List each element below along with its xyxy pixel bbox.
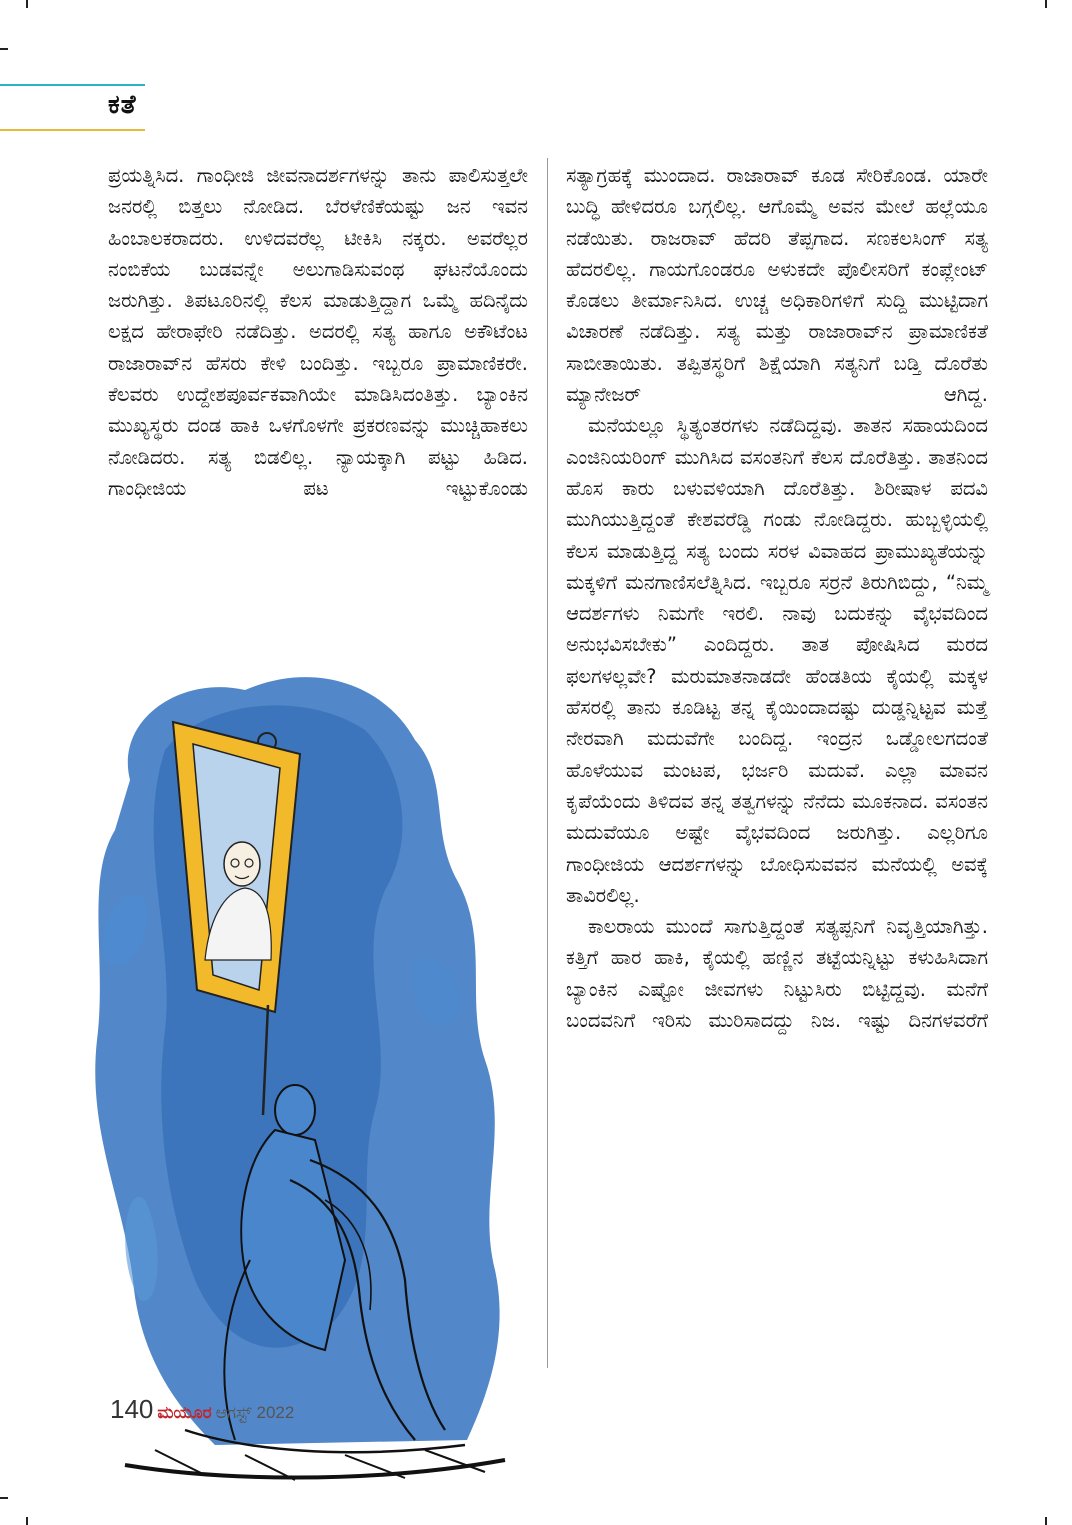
crop-mark-top-left (26, 0, 28, 8)
crop-mark-left-lower (0, 1497, 8, 1499)
left-column (108, 160, 528, 504)
column-divider (547, 158, 548, 1368)
right-paragraph-2: ಮನೆಯಲ್ಲೂ ಸ್ಥಿತ್ಯಂತರಗಳು ನಡೆದಿದ್ದವು. ತಾತನ ಸಹಾಯದಿಂದ ಎಂಜಿನಿಯರಿಂಗ್ ಮುಗಿಸಿದ ವಸಂತನಿಗೆ ಕೆಲಸ ದೊರೆತಿತ್ತು. ತಾತನಿಂದ ಹೊಸ ಕಾರು ಬಳುವಳಿಯಾಗಿ ದೊರೆತಿತ್ತು. ಶಿರೀಷಾಳ ಪದವಿ ಮುಗಿಯುತ್ತಿದ್ದಂತೆ ಕೇಶವರೆಡ್ಡಿ ಗಂಡು ನೋಡಿದ್ದರು. ಹುಬ್ಬಳ್ಳಿಯಲ್ಲಿ ಕೆಲಸ ಮಾಡುತ್ತಿದ್ದ ಸತ್ಯ ಬಂದು ಸರಳ ವಿವಾಹದ ಪ್ರಾಮುಖ್ಯತೆಯನ್ನು ಮಕ್ಕಳಿಗೆ ಮನಗಾಣಿಸಲೆತ್ನಿಸಿದ. ಇಬ್ಬರೂ ಸರ‍್ರನೆ ತಿರುಗಿಬಿದ್ದು, “ನಿಮ್ಮ ಆದರ್ಶಗಳು ನಿಮಗೇ ಇರಲಿ. ನಾವು ಬದುಕನ್ನು ವೈಭವದಿಂದ ಅನುಭವಿಸಬೇಕು” ಎಂದಿದ್ದರು. ತಾತ ಪೋಷಿಸಿದ ಮರದ ಫಲಗಳಲ್ಲವೇ? ಮರುಮಾತನಾಡದೇ ಹೆಂಡತಿಯ ಕೈಯಲ್ಲಿ ಮಕ್ಕಳ ಹೆಸರಲ್ಲಿ ತಾನು ಕೂಡಿಟ್ಟ ತನ್ನ ಕೈಯಿಂದಾದಷ್ಟು ದುಡ್ಡನ್ನಿಟ್ಟವ ಮತ್ತೆ ನೇರವಾಗಿ ಮದುವೆಗೇ ಬಂದಿದ್ದ. ಇಂದ್ರನ ಒಡ್ಡೋಲಗದಂತೆ ಹೊಳೆಯುವ ಮಂಟಪ, ಭರ್ಜರಿ ಮದುವೆ. ಎಲ್ಲಾ ಮಾವನ ಕೃಪೆಯೆಂದು ತಿಳಿದವ ತನ್ನ ತತ್ವಗಳನ್ನು ನೆನೆದು ಮೂಕನಾದ. ವಸಂತನ ಮದುವೆಯೂ ಅಷ್ಟೇ ವೈಭವದಿಂದ ಜರುಗಿತ್ತು. ಎಲ್ಲರಿಗೂ ಗಾಂಧೀಜಿಯ ಆದರ್ಶಗಳನ್ನು ಬೋಧಿಸುವವನ ಮನೆಯಲ್ಲಿ ಅವಕ್ಕೆ ತಾವಿರಲಿಲ್ಲ. (566, 414, 988, 907)
crop-mark-left-upper (0, 48, 8, 50)
crop-mark-bottom-left (26, 1517, 28, 1525)
crop-mark-bottom-right (1045, 1517, 1047, 1525)
section-label: ಕತೆ (108, 90, 137, 120)
section-rule-top (0, 84, 145, 86)
magazine-name: ಮಯೂರ (157, 1403, 212, 1422)
page-footer (110, 1394, 294, 1425)
issue-date: ಆಗಸ್ಟ್ 2022 (215, 1403, 295, 1422)
story-illustration (85, 660, 530, 1490)
right-column (566, 160, 988, 1036)
right-paragraph-3: ಕಾಲರಾಯ ಮುಂದೆ ಸಾಗುತ್ತಿದ್ದಂತೆ ಸತ್ಯಪ್ಪನಿಗೆ ನಿವೃತ್ತಿಯಾಗಿತ್ತು. ಕತ್ತಿಗೆ ಹಾರ ಹಾಕಿ, ಕೈಯಲ್ಲಿ ಹಣ್ಣಿನ ತಟ್ಟೆಯನ್ನಿಟ್ಟು ಕಳುಹಿಸಿದಾಗ ಬ್ಯಾಂಕಿನ ಎಷ್ಟೋ ಜೀವಗಳು ನಿಟ್ಟುಸಿರು ಬಿಟ್ಟಿದ್ದವು. ಮನೆಗೆ ಬಂದವನಿಗೆ ಇರಿಸು ಮುರಿಸಾದದ್ದು ನಿಜ. ಇಷ್ಟು ದಿನಗಳವರೆಗೆ (566, 915, 988, 1033)
section-rule-bottom (0, 129, 145, 131)
page-number: 140 (110, 1394, 154, 1424)
left-paragraph: ಪ್ರಯತ್ನಿಸಿದ. ಗಾಂಧೀಜಿ ಜೀವನಾದರ್ಶಗಳನ್ನು ತಾನು ಪಾಲಿಸುತ್ತಲೇ ಜನರಲ್ಲಿ ಬಿತ್ತಲು ನೋಡಿದ. ಬೆರಳೆಣಿಕೆಯಷ್ಟು ಜನ ಇವನ ಹಿಂಬಾಲಕರಾದರು. ಉಳಿದವರೆಲ್ಲ ಟೀಕಿಸಿ ನಕ್ಕರು. ಅವರೆಲ್ಲರ ನಂಬಿಕೆಯ ಬುಡವನ್ನೇ ಅಲುಗಾಡಿಸುವಂಥ ಘಟನೆಯೊಂದು ಜರುಗಿತ್ತು. ತಿಪಟೂರಿನಲ್ಲಿ ಕೆಲಸ ಮಾಡುತ್ತಿದ್ದಾಗ ಒಮ್ಮೆ ಹದಿನೈದು ಲಕ್ಷದ ಹೇರಾಫೇರಿ ನಡೆದಿತ್ತು. ಅದರಲ್ಲಿ ಸತ್ಯ ಹಾಗೂ ಅಕೌಟೆಂಟ ರಾಜಾರಾವ್‌ನ ಹೆಸರು ಕೇಳಿ ಬಂದಿತ್ತು. ಇಬ್ಬರೂ ಪ್ರಾಮಾಣಿಕರೇ. ಕೆಲವರು ಉದ್ದೇಶಪೂರ್ವಕವಾಗಿಯೇ ಮಾಡಿಸಿದಂತಿತ್ತು. ಬ್ಯಾಂಕಿನ ಮುಖ್ಯಸ್ಥರು ದಂಡ ಹಾಕಿ ಒಳಗೊಳಗೇ ಪ್ರಕರಣವನ್ನು ಮುಚ್ಚಿಹಾಕಲು ನೋಡಿದರು. ಸತ್ಯ ಬಿಡಲಿಲ್ಲ. ನ್ಯಾಯಕ್ಕಾಗಿ ಪಟ್ಟು ಹಿಡಿದ. ಗಾಂಧೀಜಿಯ ಪಟ ಇಟ್ಟುಕೊಂಡು (108, 164, 528, 500)
right-paragraph-1: ಸತ್ಯಾಗ್ರಹಕ್ಕೆ ಮುಂದಾದ. ರಾಜಾರಾವ್ ಕೂಡ ಸೇರಿಕೊಂಡ. ಯಾರೇ ಬುದ್ಧಿ ಹೇಳಿದರೂ ಬಗ್ಗಲಿಲ್ಲ. ಆಗೊಮ್ಮೆ ಅವನ ಮೇಲೆ ಹಲ್ಲೆಯೂ ನಡೆಯಿತು. ರಾಜರಾವ್ ಹೆದರಿ ತೆಪ್ಪಗಾದ. ಸಣಕಲಸಿಂಗ್ ಸತ್ಯ ಹೆದರಲಿಲ್ಲ. ಗಾಯಗೊಂಡರೂ ಅಳುಕದೇ ಪೊಲೀಸರಿಗೆ ಕಂಪ್ಲೇಂಟ್ ಕೊಡಲು ತೀರ್ಮಾನಿಸಿದ. ಉಚ್ಚ ಅಧಿಕಾರಿಗಳಿಗೆ ಸುದ್ದಿ ಮುಟ್ಟಿದಾಗ ವಿಚಾರಣೆ ನಡೆದಿತ್ತು. ಸತ್ಯ ಮತ್ತು ರಾಜಾರಾವ್‌ನ ಪ್ರಾಮಾಣಿಕತೆ ಸಾಬೀತಾಯಿತು. ತಪ್ಪಿತಸ್ಥರಿಗೆ ಶಿಕ್ಷೆಯಾಗಿ ಸತ್ಯನಿಗೆ ಬಡ್ತಿ ದೊರೆತು ಮ್ಯಾನೇಜರ್ ಆಗಿದ್ದ. (566, 164, 988, 407)
crop-mark-top-right (1045, 0, 1047, 8)
